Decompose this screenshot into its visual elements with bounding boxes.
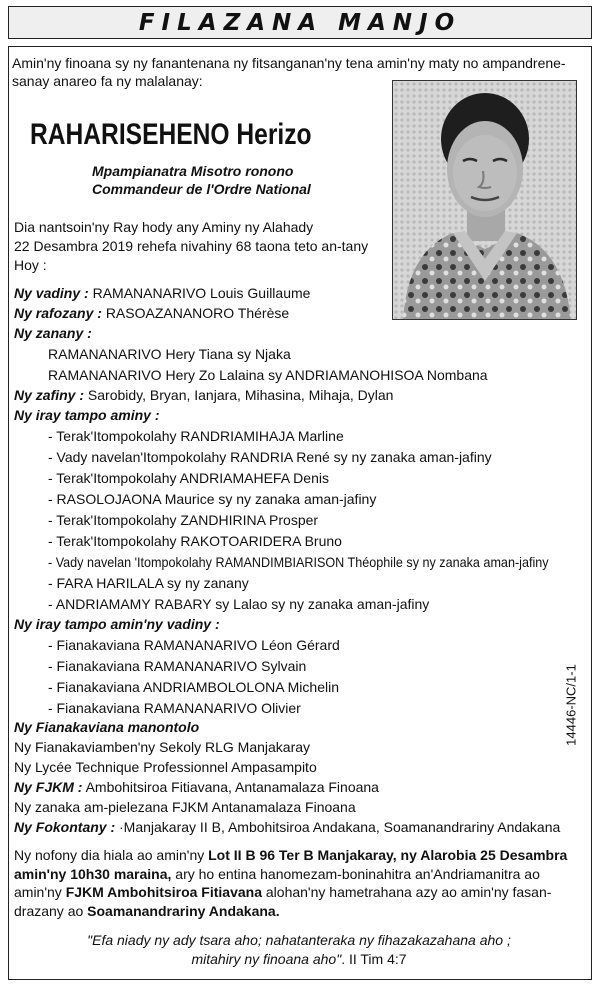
quote-line-2 [14,950,584,969]
bible-quote [14,931,584,968]
funeral-text-3: alohan'ny hametrahana azy ao amin'ny fasan-drazany ao [14,884,552,919]
vadiny-label: Ny vadiny : [14,285,89,301]
iray-tampo-item: - Terak'Itompokolahy RAKOTOARIDERA Bruno [48,533,342,549]
reference-code-text: 14446-NC/1-1 [563,664,579,746]
deceased-title-2: Commandeur de l'Ordre National [92,181,311,197]
rafozany-row [14,304,289,322]
iray-tampo-vadiny-label: Ny iray tampo amin'ny vadiny : [14,616,220,632]
fjkm-value: Ambohitsiroa Fitiavana, Antanamalaza Finoana [85,779,379,795]
iray-tampo-item: - FARA HARILALA sy ny zanany [48,575,249,591]
vadiny-row [14,284,310,302]
funeral-address: Lot II B 96 Ter B Manjakaray, ny Alarobia 25 Desambra amin'ny 10h30 maraina, [14,847,568,882]
quote-reference: . II Tim 4:7 [341,950,407,967]
quote-line-1: "Efa niady ny ady tsara aho; nahatanteraka ny fihazakazahana aho ; [87,932,511,948]
vadiny-value: RAMANANARIVO Louis Guillaume [92,285,311,301]
zafiny-label: Ny zafiny : [14,387,85,403]
iray-tampo-label: Ny iray tampo aminy : [14,407,160,423]
rafozany-label: Ny rafozany : [14,305,102,321]
zanany-label: Ny zanany : [14,325,92,341]
fokontany-row [14,818,560,836]
intro-text: Amin'ny finoana sy ny fanantenana ny fitsanganan'ny tena amin'ny maty no ampandrene-sanay anareo fa ny malalanay: [12,55,566,89]
iray-tampo-vadiny-item: - Fianakaviana RAMANANARIVO Sylvain [48,658,307,674]
iray-tampo-item: - ANDRIAMAMY RABARY sy Lalao sy ny zanaka aman-jafiny [48,596,430,612]
iray-tampo-item: - Vady navelan 'Itompokolahy RAMANDIMBIARISON Théophile sy ny zanaka aman-jafiny [48,554,549,570]
iray-tampo-item: - Terak'Itompokolahy RANDRIAMIHAJA Marline [48,428,344,444]
iray-tampo-item: - Terak'Itompokolahy ZANDHIRINA Prosper [48,512,319,528]
deceased-title-1: Mpampianatra Misotro ronono [92,163,294,179]
zafiny-row [14,386,393,404]
iray-tampo-item: - RASOLOJAONA Maurice sy ny zanaka aman-jafiny [48,491,377,507]
header-title: FILAZANA MANJO [138,9,462,36]
zafiny-value: Sarobidy, Bryan, Ianjara, Mihasina, Mihaja, Dylan [87,387,394,403]
iray-tampo-vadiny-item: - Fianakaviana RAMANANARIVO Olivier [48,700,301,716]
deceased-name: RAHARISEHENO Herizo [30,118,312,151]
iray-tampo-item: - Vady navelan'Itompokolahy RANDRIA René sy ny zanaka aman-jafiny [48,449,492,465]
death-line-1: Dia nantsoin'ny Ray hody any Aminy ny Alahady [14,219,314,235]
reference-code [561,650,581,760]
manontolo-label: Ny Fianakaviana manontolo [14,719,200,735]
zanany-item: RAMANANARIVO Hery Zo Lalaina sy ANDRIAMANOHISOA Nombana [48,367,488,383]
funeral-burial-place: Soamanandrariny Andakana. [87,902,280,919]
death-line-3: Hoy : [14,257,47,273]
fjkm-row [14,778,379,796]
fokontany-value: ·Manjakaray II B, Ambohitsiroa Andakana, Soamanandrariny Andakana [119,819,561,835]
portrait-photo [392,80,577,320]
zanany-item: RAMANANARIVO Hery Tiana sy Njaka [48,346,291,362]
manontolo-item: Ny Lycée Technique Professionnel Ampasampito [14,759,317,775]
fjkm-label: Ny FJKM : [14,779,83,795]
iray-tampo-vadiny-item: - Fianakaviana RAMANANARIVO Léon Gérard [48,637,340,653]
funeral-paragraph [14,846,584,920]
funeral-text-1: Ny nofony dia hiala ao amin'ny [14,847,209,863]
rafozany-value: RASOAZANANORO Thérèse [105,305,290,321]
manontolo-item: Ny Fianakaviamben'ny Sekoly RLG Manjakaray [14,739,311,755]
fokontany-label: Ny Fokontany : [14,819,116,835]
fjkm-line-2: Ny zanaka am-pielezana FJKM Antanamalaza Finoana [14,799,356,815]
funeral-text-2: ary ho entina hanomezam-boninahitra an'Andriamanitra ao amin'ny [14,865,540,900]
iray-tampo-item: - Terak'Itompokolahy ANDRIAMAHEFA Denis [48,470,329,486]
header-banner [8,6,592,39]
iray-tampo-vadiny-item: - Fianakaviana ANDRIAMBOLOLONA Michelin [48,679,339,695]
portrait-photo-icon [393,81,577,320]
death-line-2: 22 Desambra 2019 rehefa nivahiny 68 taona teto an-tany [14,238,369,254]
quote-line-2-text: mitahiry ny finoana aho" [191,950,342,967]
funeral-church: FJKM Ambohitsiroa Fitiavana [65,884,262,900]
